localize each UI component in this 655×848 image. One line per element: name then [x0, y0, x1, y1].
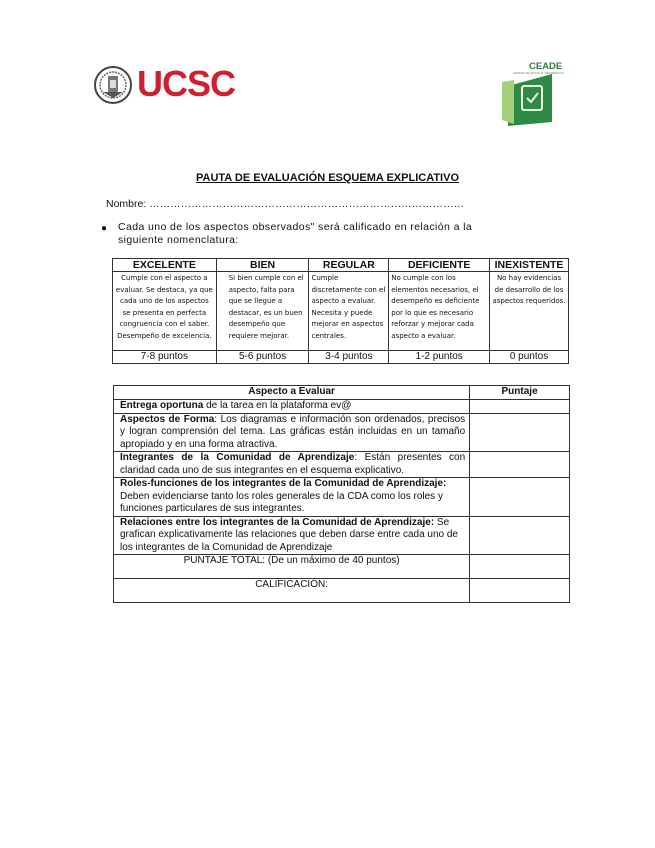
evaluation-row	[114, 400, 570, 414]
rubric-header: EXCELENTE	[113, 259, 217, 272]
total-row	[114, 555, 570, 579]
aspect-name: Aspectos de Forma	[120, 413, 215, 425]
rubric-header: REGULAR	[309, 259, 389, 272]
score-cell[interactable]	[470, 413, 570, 452]
aspect-description: : Están presentes con claridad cada uno de sus integrantes en el esquema explicativo.	[120, 452, 466, 476]
rubric-description: Cumple discretamente con el aspecto a evaluar. Necesita y puede mejorar en aspectos centrales.	[309, 272, 389, 351]
rubric-points: 0 puntos	[490, 351, 569, 364]
score-cell[interactable]	[470, 400, 570, 414]
evaluation-row	[114, 452, 570, 478]
rubric-points-row	[113, 351, 569, 364]
rubric-points: 7-8 puntos	[113, 351, 217, 364]
aspect-description: Se grafican explicativamente las relaciones que deben darse entre cada uno de los integrantes de la Comunidad de Aprendizaje	[120, 516, 458, 553]
aspect-name: Integrantes de la Comunidad de Aprendizaje	[120, 452, 355, 463]
score-cell[interactable]	[470, 478, 570, 517]
instruction-text: Cada uno de los aspectos observados" será calificado en relación a la siguiente nomenclatura:	[118, 221, 473, 246]
aspect-column-header: Aspecto a Evaluar	[114, 386, 470, 400]
aspect-description: : Los diagramas e información son ordenados, precisos y logran comprensión del tema. Las gráficas están incluidas en un tamaño apropiado y en una forma atractiva.	[120, 413, 466, 450]
grade-cell[interactable]	[470, 579, 570, 603]
name-field-line: Nombre: ………………………………………………………………………………	[106, 198, 465, 210]
score-column-header: Puntaje	[470, 386, 570, 400]
rubric-scale-table	[112, 258, 569, 364]
ucsc-seal-logo	[93, 62, 133, 108]
grade-row	[114, 579, 570, 603]
grade-label: CALIFICACIÓN:	[114, 579, 470, 603]
evaluation-row	[114, 478, 570, 517]
aspect-name: Roles-funciones de los integrantes de la Comunidad de Aprendizaje:	[120, 478, 447, 489]
score-cell[interactable]	[470, 516, 570, 555]
ucsc-wordmark: UCSC	[137, 63, 236, 104]
rubric-description: No cumple con los elementos necesarios, el desempeño es deficiente por lo que es necesario reforzar y mejorar cada aspecto a evaluar.	[389, 272, 490, 351]
aspect-name: Entrega oportuna	[120, 400, 204, 411]
aspect-description: Deben evidenciarse tanto los roles generales de la CDA como los roles y funciones particulares de sus integrantes.	[120, 490, 443, 514]
total-label: PUNTAJE TOTAL: (De un máximo de 40 puntos)	[114, 555, 470, 579]
evaluation-row	[114, 413, 570, 452]
rubric-header-row	[113, 259, 569, 272]
rubric-points: 3-4 puntos	[309, 351, 389, 364]
aspect-name: Relaciones entre los integrantes de la Comunidad de Aprendizaje:	[120, 516, 435, 528]
evaluation-header-row	[114, 386, 570, 400]
ceade-subtitle: CENTRO DE APOYO AL DESARROLLO	[513, 71, 564, 75]
rubric-description: Si bien cumple con el aspecto, falta para que se llegue a destacar, es un buen desempeño que requiere mejorar.	[216, 272, 309, 351]
evaluation-table	[113, 385, 570, 603]
aspect-description: de la tarea en la plataforma ev@	[203, 400, 352, 411]
evaluation-row	[114, 516, 570, 555]
document-title: PAUTA DE EVALUACIÓN ESQUEMA EXPLICATIVO	[196, 172, 459, 184]
ceade-label: CEADE	[529, 61, 563, 72]
rubric-header: DEFICIENTE	[389, 259, 490, 272]
score-cell[interactable]	[470, 452, 570, 478]
rubric-description-row	[113, 272, 569, 351]
rubric-header: INEXISTENTE	[490, 259, 569, 272]
total-score-cell[interactable]	[470, 555, 570, 579]
bullet-icon: ●	[101, 223, 108, 234]
rubric-header: BIEN	[216, 259, 309, 272]
rubric-description: Cumple con el aspecto a evaluar. Se destaca, ya que cada uno de los aspectos se presenta en perfecta congruencia con el saber. Desempeño de excelencia.	[113, 272, 217, 351]
rubric-points: 5-6 puntos	[216, 351, 309, 364]
rubric-description: No hay evidencias de desarrollo de los aspectos requeridos.	[490, 272, 569, 351]
rubric-points: 1-2 puntos	[389, 351, 490, 364]
